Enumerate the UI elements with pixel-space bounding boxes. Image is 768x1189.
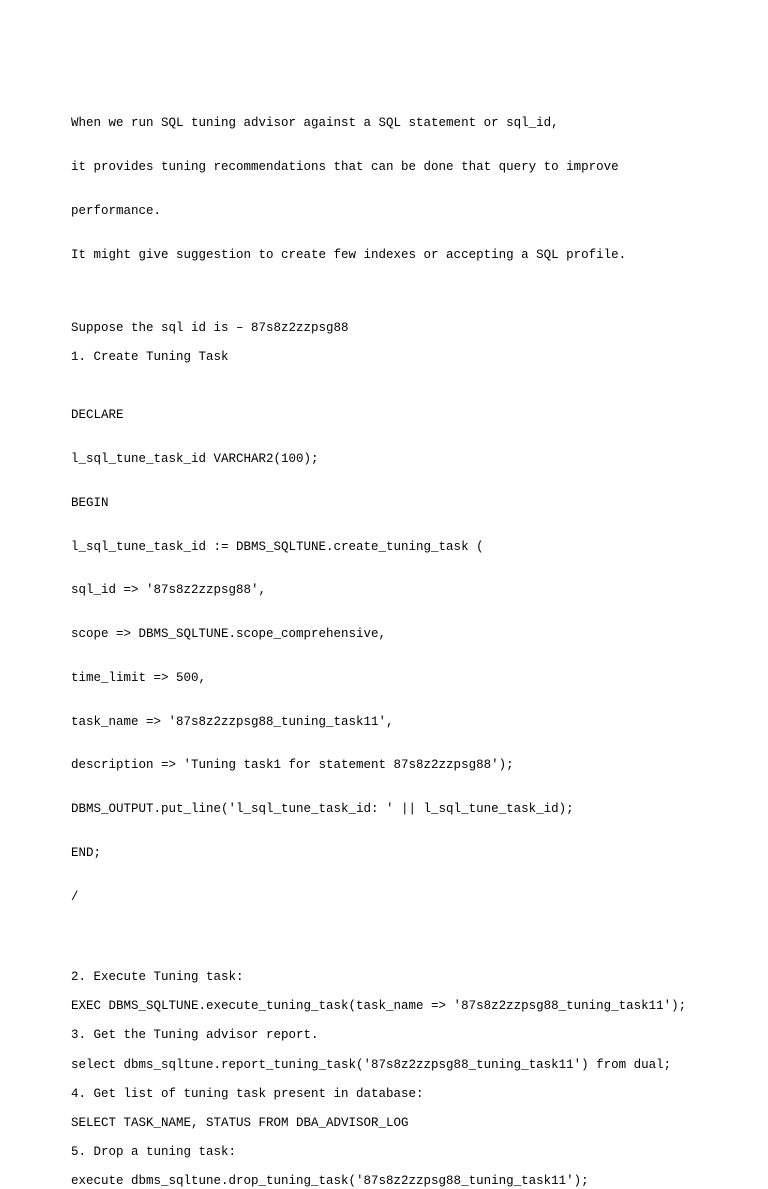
code-line: DECLARE xyxy=(71,408,124,423)
intro-paragraph xyxy=(71,87,761,291)
code-line: l_sql_tune_task_id VARCHAR2(100); xyxy=(71,451,319,466)
step1-code-block xyxy=(71,379,761,934)
intro-line: performance. xyxy=(71,203,162,218)
step4-code: SELECT TASK_NAME, STATUS FROM DBA_ADVISOR_LOG xyxy=(71,1115,409,1130)
code-line: BEGIN xyxy=(71,495,109,510)
code-line: task_name => '87s8z2zzpsg88_tuning_task11', xyxy=(71,714,394,729)
step2-heading: 2. Execute Tuning task: xyxy=(71,970,244,985)
code-line: l_sql_tune_task_id := DBMS_SQLTUNE.create_tuning_task ( xyxy=(71,539,484,554)
step3-code: select dbms_sqltune.report_tuning_task('87s8z2zzpsg88_tuning_task11') from dual; xyxy=(71,1057,672,1072)
code-line: DBMS_OUTPUT.put_line('l_sql_tune_task_id: ' || l_sql_tune_task_id); xyxy=(71,802,574,817)
intro-line: When we run SQL tuning advisor against a SQL statement or sql_id, xyxy=(71,116,559,131)
step2-code: EXEC DBMS_SQLTUNE.execute_tuning_task(task_name => '87s8z2zzpsg88_tuning_task11'); xyxy=(71,999,687,1014)
intro-line: It might give suggestion to create few indexes or accepting a SQL profile. xyxy=(71,247,627,262)
intro-line: it provides tuning recommendations that can be done that query to improve xyxy=(71,159,619,174)
step5-code: execute dbms_sqltune.drop_tuning_task('87s8z2zzpsg88_tuning_task11'); xyxy=(71,1174,589,1189)
code-line: time_limit => 500, xyxy=(71,670,207,685)
code-line: description => 'Tuning task1 for statement 87s8z2zzpsg88'); xyxy=(71,758,514,773)
step1-heading: 1. Create Tuning Task xyxy=(71,349,229,364)
code-line: END; xyxy=(71,845,102,860)
step4-heading: 4. Get list of tuning task present in database: xyxy=(71,1086,424,1101)
step5-heading: 5. Drop a tuning task: xyxy=(71,1145,237,1160)
step3-heading: 3. Get the Tuning advisor report. xyxy=(71,1028,319,1043)
code-line: / xyxy=(71,889,79,904)
code-line: sql_id => '87s8z2zzpsg88', xyxy=(71,583,267,598)
sql-id-statement: Suppose the sql id is – 87s8z2zzpsg88 xyxy=(71,320,349,335)
code-line: scope => DBMS_SQLTUNE.scope_comprehensive, xyxy=(71,627,387,642)
